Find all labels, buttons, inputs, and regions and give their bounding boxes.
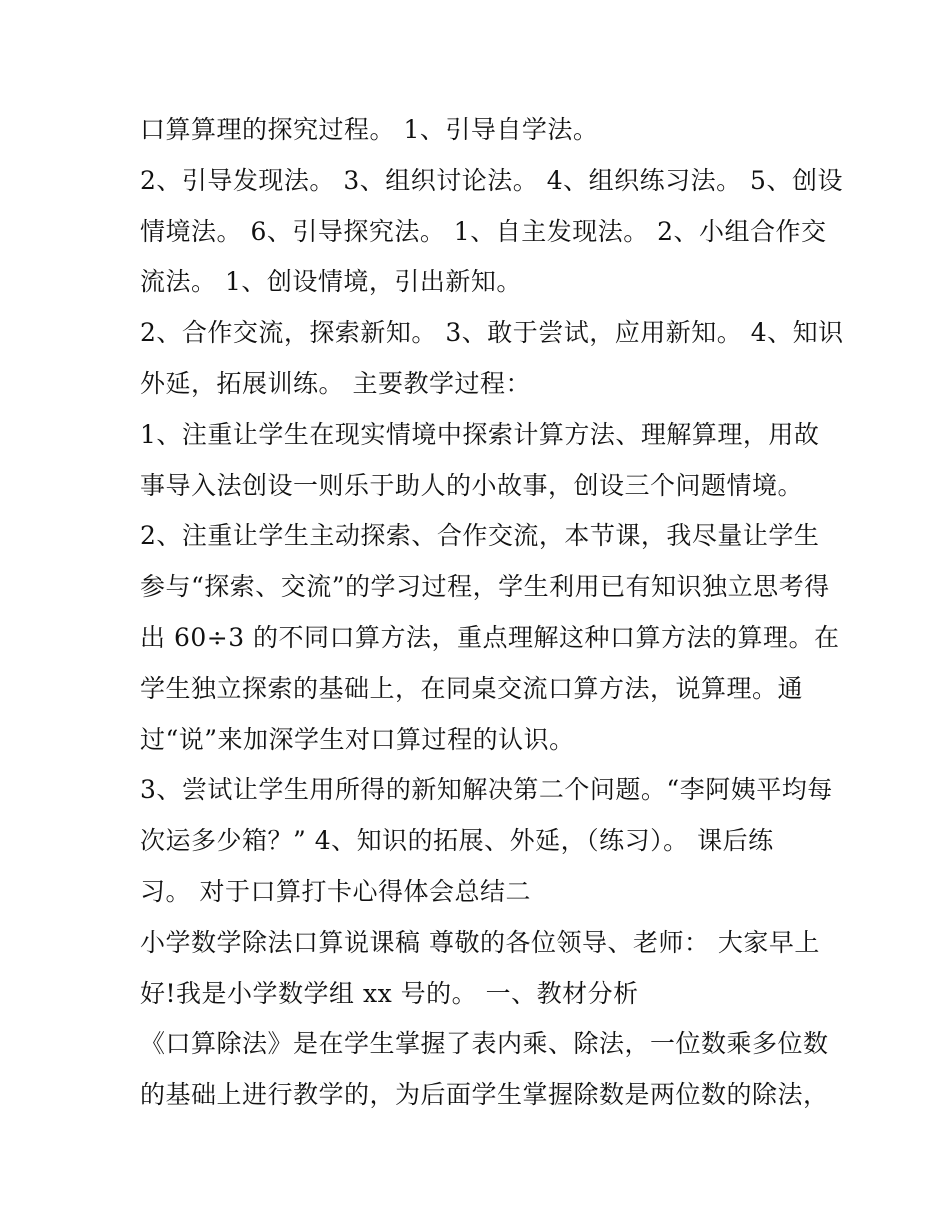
text-line: 情境法。 6、引导探究法。 1、自主发现法。 2、小组合作交 bbox=[140, 216, 827, 246]
text-line: 出 60÷3 的不同口算方法，重点理解这种口算方法的算理。在 bbox=[140, 622, 840, 652]
text-line: 2、注重让学生主动探索、合作交流，本节课，我尽量让学生 bbox=[140, 521, 820, 551]
document-body bbox=[140, 105, 844, 1121]
text-line: 学生独立探索的基础上，在同桌交流口算方法，说算理。通 bbox=[140, 673, 804, 703]
text-line: 2、合作交流，探索新知。 3、敢于尝试，应用新知。 4、知识 bbox=[140, 318, 844, 348]
text-line: 的基础上进行教学的，为后面学生掌握除数是两位数的除法， bbox=[140, 1080, 829, 1110]
text-line: 事导入法创设一则乐于助人的小故事，创设三个问题情境。 bbox=[140, 470, 804, 500]
text-line: 外延，拓展训练。 主要教学过程： bbox=[140, 368, 531, 398]
text-line: 《口算除法》是在学生掌握了表内乘、除法，一位数乘多位数 bbox=[140, 1029, 829, 1059]
text-line: 参与“探索、交流”的学习过程，学生利用已有知识独立思考得 bbox=[140, 572, 830, 602]
text-line: 次运多少箱？” 4、知识的拓展、外延，（练习）。 课后练 bbox=[140, 826, 774, 856]
text-line: 好!我是小学数学组 xx 号的。 一、教材分析 bbox=[140, 978, 639, 1008]
text-line: 过“说”来加深学生对口算过程的认识。 bbox=[140, 724, 575, 754]
text-line: 3、尝试让学生用所得的新知解决第二个问题。“李阿姨平均每 bbox=[140, 775, 833, 805]
text-line: 1、注重让学生在现实情境中探索计算方法、理解算理，用故 bbox=[140, 419, 820, 449]
text-line: 流法。 1、创设情境，引出新知。 bbox=[140, 267, 522, 297]
text-line: 小学数学除法口算说课稿 尊敬的各位领导、老师： 大家早上 bbox=[140, 927, 820, 957]
text-line: 习。 对于口算打卡心得体会总结二 bbox=[140, 876, 531, 906]
text-line: 2、引导发现法。 3、组织讨论法。 4、组织练习法。 5、创设 bbox=[140, 165, 843, 195]
text-line: 口算算理的探究过程。 1、引导自学法。 bbox=[140, 115, 599, 144]
